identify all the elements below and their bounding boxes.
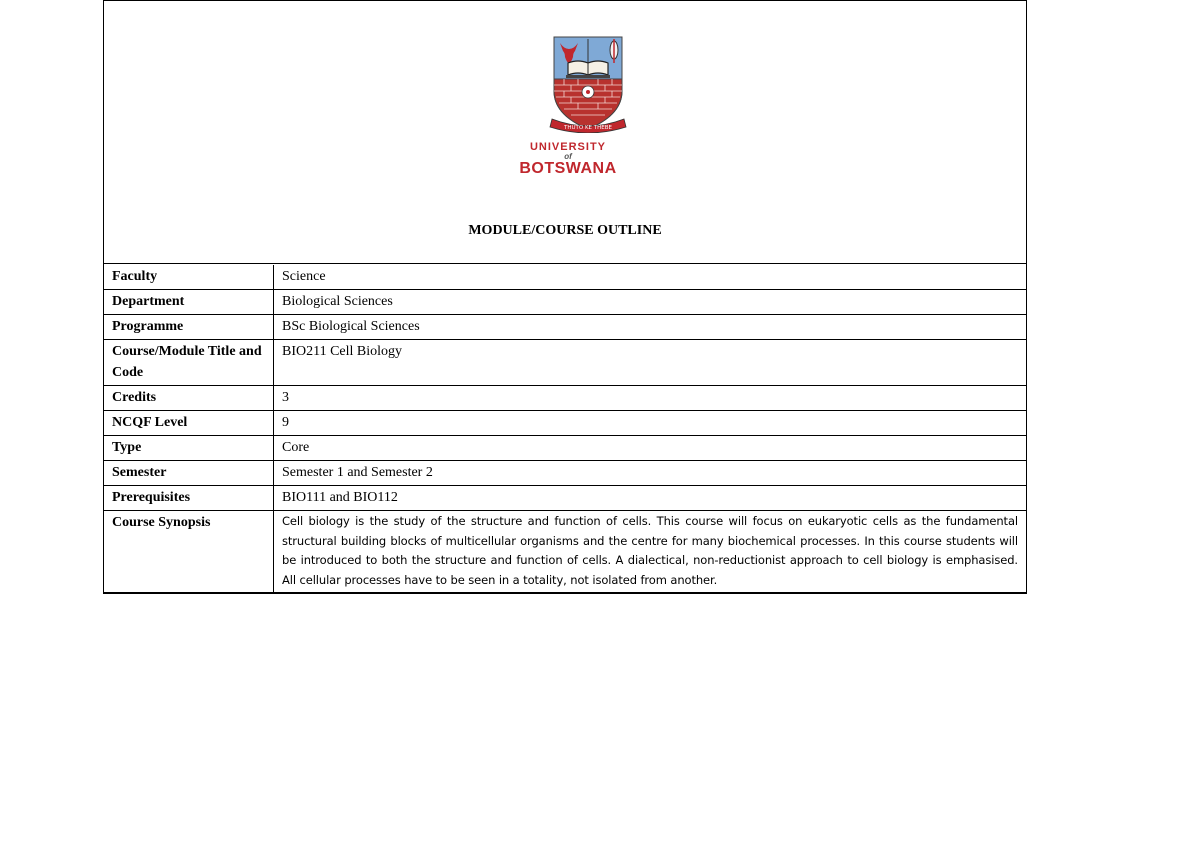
row-value: Core bbox=[274, 436, 1027, 461]
university-name-line3: BOTSWANA bbox=[519, 160, 617, 177]
row-value: 9 bbox=[274, 411, 1027, 436]
table-row bbox=[104, 290, 1026, 315]
table-row bbox=[104, 340, 1026, 386]
university-name-line2: of bbox=[564, 152, 572, 161]
document-header bbox=[104, 0, 1026, 264]
row-label: Course Synopsis bbox=[104, 511, 274, 593]
row-label: Faculty bbox=[104, 265, 274, 290]
document-title: MODULE/COURSE OUTLINE bbox=[468, 223, 662, 238]
row-label: Department bbox=[104, 290, 274, 315]
table-row bbox=[104, 386, 1026, 411]
row-value: Biological Sciences bbox=[274, 290, 1027, 315]
row-value: BIO111 and BIO112 bbox=[274, 486, 1027, 511]
university-name bbox=[508, 141, 628, 178]
row-label: Programme bbox=[104, 315, 274, 340]
table-row bbox=[104, 315, 1026, 340]
table-row bbox=[104, 436, 1026, 461]
row-label: Semester bbox=[104, 461, 274, 486]
university-crest-logo bbox=[538, 33, 638, 133]
row-value: Cell biology is the study of the structure and function of cells. This course will focus on eukaryotic cells as the fundamental structural building blocks of multicellular organisms and the centre for many biochemical processes. In this course students will be introduced to both the structure and function of cells. A dialectical, non-reductionist approach to cell biology is emphasised. All cellular processes have to be seen in a totality, not isolated from another. bbox=[274, 511, 1027, 593]
table-row bbox=[104, 265, 1026, 290]
row-label: Course/Module Title and Code bbox=[104, 340, 274, 386]
row-label: Credits bbox=[104, 386, 274, 411]
table-row bbox=[104, 461, 1026, 486]
row-value: Semester 1 and Semester 2 bbox=[274, 461, 1027, 486]
row-label: Prerequisites bbox=[104, 486, 274, 511]
course-info-table bbox=[104, 265, 1026, 593]
motto-text: THUTO KE THEBE bbox=[563, 125, 613, 131]
row-label: NCQF Level bbox=[104, 411, 274, 436]
table-row bbox=[104, 511, 1026, 593]
row-value: 3 bbox=[274, 386, 1027, 411]
course-outline-document bbox=[103, 0, 1027, 594]
row-label: Type bbox=[104, 436, 274, 461]
row-value: Science bbox=[274, 265, 1027, 290]
table-row bbox=[104, 486, 1026, 511]
row-value: BIO211 Cell Biology bbox=[274, 340, 1027, 386]
table-row bbox=[104, 411, 1026, 436]
row-value: BSc Biological Sciences bbox=[274, 315, 1027, 340]
university-name-line1: UNIVERSITY bbox=[529, 141, 606, 153]
